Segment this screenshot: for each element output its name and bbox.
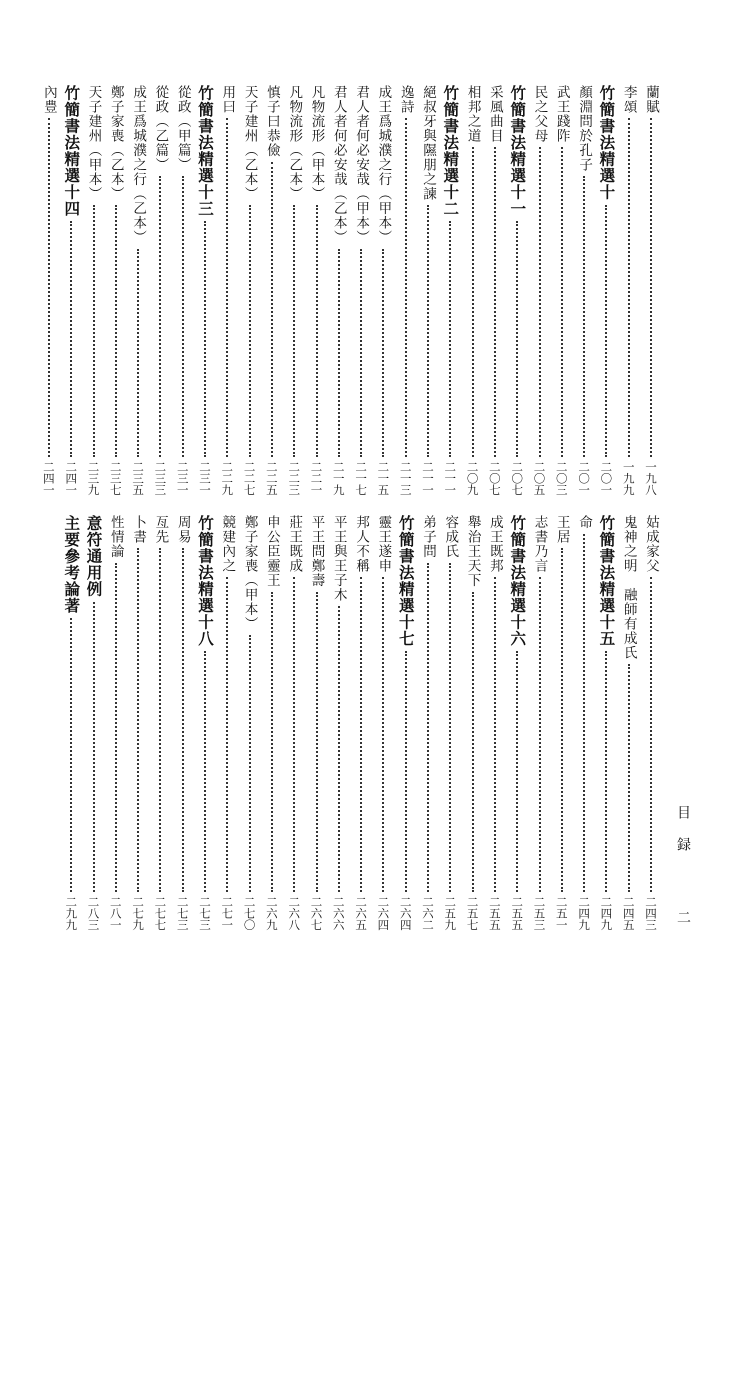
toc-entry — [618, 515, 640, 930]
toc-entry-page-number: 二四三 — [644, 895, 658, 930]
toc-entry-title: 邦人不稱 — [353, 515, 370, 573]
toc-entry — [573, 85, 595, 495]
toc-entry — [172, 515, 194, 930]
toc-entry-page-number: 二七〇 — [242, 895, 257, 930]
toc-entry-page-number: 二七三 — [198, 895, 212, 930]
toc-entry — [417, 85, 439, 495]
toc-entry-title: 竹簡書法精選十五 — [597, 515, 617, 647]
toc-entry — [417, 515, 439, 930]
dot-leader — [494, 577, 496, 892]
toc-entry — [172, 85, 194, 495]
dot-leader — [449, 221, 451, 457]
toc-entry — [306, 515, 328, 930]
toc-entry-title: 弟子問 — [420, 515, 436, 559]
toc-entry-title: 逸詩 — [397, 85, 414, 114]
toc-entry-title: 民之父母 — [531, 85, 548, 143]
toc-entry-title: 周易 — [174, 515, 191, 544]
toc-entry-title: 靈王遂申 — [375, 515, 392, 573]
toc-section-heading — [506, 515, 528, 930]
toc-entry — [127, 85, 149, 495]
toc-entry-title: 卜書 — [130, 515, 147, 544]
toc-entry-title: 相邦之道 — [464, 85, 481, 143]
toc-entry-title: 絕叔牙與隰朋之諫 — [420, 85, 436, 201]
toc-entry-page-number: 二七九 — [131, 895, 146, 930]
toc-entry — [529, 85, 551, 495]
toc-entry-title: 內豊 — [40, 85, 57, 114]
toc-entry-page-number: 二四一 — [64, 460, 79, 495]
toc-entry-page-number: 二四一 — [41, 460, 56, 495]
toc-entry-page-number: 二四九 — [577, 895, 592, 930]
dot-leader — [628, 118, 630, 457]
toc-section-heading — [595, 85, 617, 495]
toc-entry — [83, 85, 105, 495]
toc-entry — [328, 515, 350, 930]
dot-leader — [605, 205, 607, 457]
toc-entry-title: 成王既邦 — [486, 515, 503, 573]
toc-section-heading — [83, 515, 105, 930]
toc-entry-page-number: 二六二 — [421, 895, 435, 930]
toc-entry-page-number: 二五五 — [510, 895, 525, 930]
toc-entry-title: 鄭子家喪（乙本） — [107, 85, 124, 201]
toc-entry-page-number: 二六七 — [309, 895, 324, 930]
toc-entry-page-number: 二七一 — [220, 895, 235, 930]
dot-leader — [360, 577, 362, 892]
dot-leader — [338, 249, 340, 457]
toc-entry — [328, 85, 350, 495]
toc-entry-title: 竹簡書法精選十七 — [396, 515, 416, 647]
dot-leader — [382, 249, 384, 457]
toc-section-heading — [506, 85, 528, 495]
toc-entry-page-number: 二三七 — [108, 460, 123, 495]
toc-entry-title: 平王與王子木 — [330, 515, 347, 602]
toc-entry-page-number: 二一五 — [376, 460, 391, 495]
toc-entry-title: 亙先 — [152, 515, 169, 544]
toc-entry-page-number: 二〇五 — [532, 460, 547, 495]
toc-entry-page-number: 二〇七 — [510, 460, 525, 495]
dot-leader — [472, 147, 474, 457]
toc-entry — [149, 85, 171, 495]
dot-leader — [159, 176, 161, 457]
dot-leader — [271, 592, 273, 892]
running-header-page-number: 二 — [675, 910, 691, 924]
toc-entry-title: 凡物流形（乙本） — [286, 85, 303, 201]
toc-entry-title: 鄭子家喪（甲本） — [241, 515, 258, 631]
toc-section-heading — [439, 85, 461, 495]
toc-entry-page-number: 二一三 — [398, 460, 413, 495]
toc-entry — [529, 515, 551, 930]
toc-entry-page-number: 二六九 — [264, 895, 279, 930]
toc-entry — [618, 85, 640, 495]
toc-entry-page-number: 二一一 — [443, 460, 458, 495]
toc-entry-title: 凡物流形（甲本） — [308, 85, 325, 201]
toc-entry-page-number: 二四九 — [599, 895, 614, 930]
toc-entry — [261, 515, 283, 930]
toc-entry-title: 竹簡書法精選十六 — [508, 515, 528, 647]
dot-leader — [293, 205, 295, 457]
dot-leader — [449, 563, 451, 892]
toc-entry-title: 天子建州（甲本） — [85, 85, 102, 201]
toc-entry-page-number: 二六六 — [331, 895, 346, 930]
toc-entry-title: 成王爲城濮之行（乙本） — [130, 85, 147, 245]
toc-entry-title: 命 — [576, 515, 593, 530]
dot-leader — [115, 205, 117, 457]
toc-entry-title: 蘭賦 — [643, 85, 659, 114]
toc-entry-title: 姑成家父 — [643, 515, 659, 573]
dot-leader — [561, 147, 563, 457]
dot-leader — [226, 118, 228, 457]
toc-entry-title: 竹簡書法精選十八 — [196, 515, 215, 647]
toc-entry-page-number: 二五五 — [487, 895, 502, 930]
toc-entry — [484, 515, 506, 930]
toc-entry-page-number: 二三五 — [131, 460, 146, 495]
dot-leader — [427, 205, 429, 457]
toc-entry — [306, 85, 328, 495]
toc-entry — [216, 85, 238, 495]
toc-entry-title: 采風曲目 — [486, 85, 503, 143]
toc-entry-title: 性情論 — [107, 515, 124, 559]
dot-leader — [650, 118, 652, 457]
dot-leader — [338, 606, 340, 892]
toc-entry-title: 竹簡書法精選十二 — [441, 85, 461, 217]
dot-leader — [382, 577, 384, 892]
dot-leader — [293, 577, 295, 892]
toc-entry-page-number: 二〇九 — [465, 460, 480, 495]
dot-leader — [159, 548, 161, 892]
toc-entry-page-number: 二二九 — [220, 460, 235, 495]
toc-entry-title: 從政（甲篇） — [174, 85, 191, 172]
toc-entry-page-number: 二二五 — [264, 460, 279, 495]
toc-entry — [372, 85, 394, 495]
toc-entry-page-number: 二五三 — [532, 895, 547, 930]
toc-entry-title: 慎子曰恭儉 — [263, 85, 280, 158]
toc-entry-page-number: 二六五 — [354, 895, 369, 930]
dot-leader — [539, 147, 541, 457]
dot-leader — [137, 548, 139, 892]
toc-entry-page-number: 二七七 — [153, 895, 168, 930]
dot-leader — [316, 205, 318, 457]
toc-entry-title: 君人者何必安哉（甲本） — [353, 85, 370, 245]
dot-leader — [249, 205, 251, 457]
toc-entry-title: 競建內之 — [219, 515, 236, 573]
dot-leader — [316, 592, 318, 892]
dot-leader — [516, 221, 518, 457]
toc-entry — [439, 515, 461, 930]
toc-entry — [216, 515, 238, 930]
toc-entry — [149, 515, 171, 930]
toc-entry-title: 志書乃言 — [531, 515, 548, 573]
toc-entry — [283, 515, 305, 930]
toc-entry — [239, 85, 261, 495]
toc-section-heading — [194, 85, 216, 495]
toc-entry-title: 武王踐阼 — [553, 85, 570, 143]
toc-entry-page-number: 二六四 — [376, 895, 391, 930]
dot-leader — [605, 651, 607, 892]
toc-entry — [261, 85, 283, 495]
dot-leader — [405, 118, 407, 457]
dot-leader — [93, 602, 95, 892]
dot-leader — [583, 534, 585, 892]
toc-entry-title: 王居 — [553, 515, 570, 544]
toc-section-heading — [60, 515, 82, 930]
dot-leader — [561, 548, 563, 892]
toc-entry-title: 主要參考論著 — [62, 515, 82, 614]
toc-entry-page-number: 二九九 — [64, 895, 79, 930]
toc-entry-page-number: 二三三 — [153, 460, 168, 495]
dot-leader — [182, 176, 184, 457]
toc-entry-title: 竹簡書法精選十四 — [62, 85, 82, 217]
toc-entry-page-number: 二六八 — [287, 895, 302, 930]
toc-entry — [484, 85, 506, 495]
toc-entry-title: 鬼神之明 融師有成氏 — [620, 515, 637, 660]
toc-entry-title: 從政（乙篇） — [152, 85, 169, 172]
toc-entry — [573, 515, 595, 930]
toc-entry-title: 竹簡書法精選十一 — [508, 85, 528, 217]
toc-entry-page-number: 二〇一 — [599, 460, 614, 495]
toc-entry — [283, 85, 305, 495]
toc-entry-title: 顏淵問於孔子 — [576, 85, 593, 172]
toc-section-heading — [194, 515, 216, 930]
toc-entry-page-number: 二八三 — [86, 895, 101, 930]
toc-entry — [551, 85, 573, 495]
toc-entry — [640, 85, 662, 495]
dot-leader — [583, 176, 585, 457]
toc-entry-title: 申公臣靈王 — [263, 515, 280, 588]
toc-entry-page-number: 二六四 — [398, 895, 413, 930]
toc-entry-page-number: 二〇一 — [577, 460, 592, 495]
dot-leader — [539, 577, 541, 892]
dot-leader — [137, 249, 139, 457]
toc-entry-title: 天子建州（乙本） — [241, 85, 258, 201]
toc-entry-title: 用曰 — [219, 85, 236, 114]
toc-entry-page-number: 二七三 — [175, 895, 190, 930]
toc-entry-title: 容成氏 — [442, 515, 459, 559]
toc-entry — [350, 85, 372, 495]
toc-entry-page-number: 二三一 — [175, 460, 190, 495]
dot-leader — [472, 592, 474, 892]
dot-leader — [650, 577, 652, 892]
dot-leader — [405, 651, 407, 892]
dot-leader — [360, 249, 362, 457]
toc-entry-page-number: 二〇七 — [487, 460, 502, 495]
dot-leader — [516, 651, 518, 892]
toc-entry-page-number: 二五一 — [554, 895, 569, 930]
toc-entry-title: 李頌 — [620, 85, 637, 114]
toc-entry-page-number: 二四五 — [621, 895, 636, 930]
toc-section-heading — [60, 85, 82, 495]
dot-leader — [427, 563, 429, 892]
dot-leader — [204, 651, 206, 892]
dot-leader — [70, 221, 72, 457]
toc-entry-page-number: 二一九 — [331, 460, 346, 495]
toc-entry-page-number: 二二七 — [242, 460, 257, 495]
dot-leader — [93, 205, 95, 457]
toc-entry — [239, 515, 261, 930]
toc-entry — [105, 515, 127, 930]
toc-entry-page-number: 二二一 — [309, 460, 324, 495]
toc-section-heading — [395, 515, 417, 930]
dot-leader — [48, 118, 50, 457]
toc-entry — [551, 515, 573, 930]
toc-entry-title: 意符通用例 — [84, 515, 104, 598]
toc-entry-title: 舉治王天下 — [464, 515, 481, 588]
dot-leader — [628, 664, 630, 892]
dot-leader — [115, 563, 117, 892]
toc-entry-page-number: 二三九 — [86, 460, 101, 495]
toc-entry-title: 成王爲城濮之行（甲本） — [375, 85, 392, 245]
toc-entry-page-number: 一九九 — [621, 460, 636, 495]
toc-entry — [462, 515, 484, 930]
toc-entry-page-number: 一九八 — [644, 460, 658, 495]
toc-entry-page-number: 二一一 — [421, 460, 435, 495]
dot-leader — [204, 221, 206, 457]
toc-entry-page-number: 二五七 — [465, 895, 480, 930]
dot-leader — [249, 635, 251, 892]
toc-entry — [350, 515, 372, 930]
dot-leader — [271, 162, 273, 457]
toc-entry — [372, 515, 394, 930]
toc-entry-title: 君人者何必安哉（乙本） — [330, 85, 347, 245]
toc-section-heading — [595, 515, 617, 930]
toc-entry-title: 平王問鄭壽 — [308, 515, 325, 588]
toc-entry-title: 莊王既成 — [286, 515, 303, 573]
running-header-title: 目録 — [675, 805, 691, 869]
toc-entry-title: 竹簡書法精選十 — [597, 85, 617, 201]
toc-entry-page-number: 二二三 — [287, 460, 302, 495]
dot-leader — [226, 577, 228, 892]
toc-entry-page-number: 二五九 — [443, 895, 458, 930]
toc-entry — [38, 85, 60, 495]
dot-leader — [494, 147, 496, 457]
toc-entry-page-number: 二八一 — [108, 895, 123, 930]
dot-leader — [70, 618, 72, 892]
dot-leader — [182, 548, 184, 892]
toc-entry — [105, 85, 127, 495]
toc-entry — [462, 85, 484, 495]
toc-entry-title: 竹簡書法精選十三 — [196, 85, 215, 217]
toc-entry-page-number: 二一七 — [354, 460, 369, 495]
toc-entry-page-number: 二〇三 — [554, 460, 569, 495]
toc-entry — [640, 515, 662, 930]
toc-entry-page-number: 二三一 — [198, 460, 212, 495]
toc-entry — [127, 515, 149, 930]
toc-entry — [395, 85, 417, 495]
